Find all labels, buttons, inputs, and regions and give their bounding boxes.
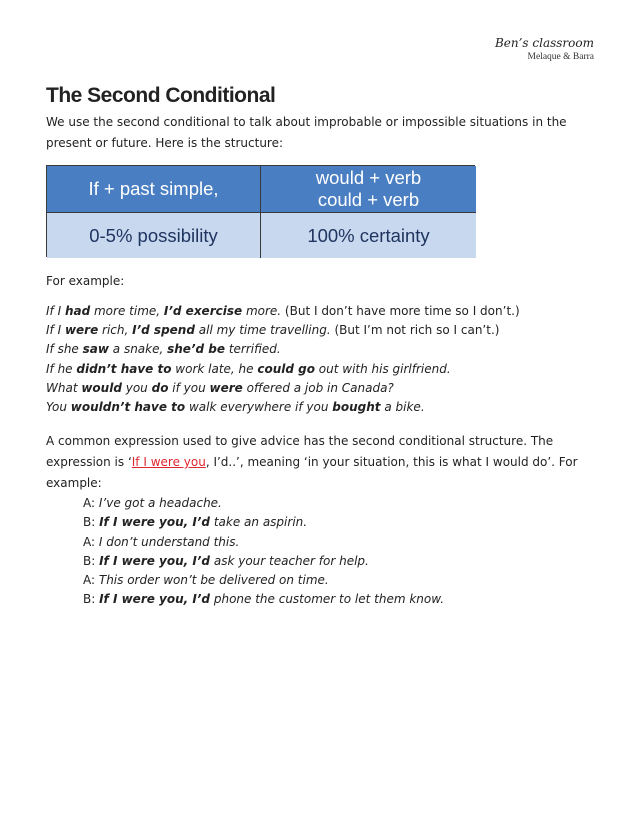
structure-table: [46, 165, 475, 257]
dialog-advice: If I were you, I’d: [99, 553, 211, 568]
table-cell-possibility: 0-5% possibility: [47, 213, 261, 258]
ex5-e: if you: [168, 380, 210, 395]
advice-paragraph: [46, 431, 594, 494]
ex6-a: You: [46, 400, 71, 415]
dialog-text: This order won’t be delivered on time.: [98, 573, 329, 588]
ex1-c: more time,: [90, 304, 164, 318]
ex5-f: were: [209, 380, 243, 395]
page-title: The Second Conditional: [46, 84, 276, 107]
for-example-label: For example:: [46, 274, 125, 288]
dialog-list: [83, 494, 594, 609]
brand-name: Ben’s classroom: [494, 36, 594, 50]
dialog-line-5: [83, 571, 594, 590]
dialog-text: I don’t understand this.: [98, 534, 240, 549]
speaker-label: A:: [83, 534, 99, 549]
ex3-e: terrified.: [225, 342, 281, 357]
ex5-a: What: [46, 380, 82, 395]
dialog-text: phone the customer to let them know.: [210, 592, 445, 607]
ex1-note: (But I don’t have more time so I don’t.): [281, 304, 520, 318]
ex5-c: you: [121, 380, 152, 395]
ex3-b: saw: [82, 342, 109, 357]
examples-list: [46, 302, 594, 417]
ex2-b: were: [64, 323, 99, 338]
example-line-1: [46, 302, 594, 321]
example-line-2: [46, 321, 594, 340]
ex2-e: all my time travelling.: [194, 323, 331, 338]
ex2-c: rich,: [98, 323, 133, 338]
page-header: [495, 36, 594, 62]
ex3-d: she’d be: [167, 342, 226, 357]
ex4-d: could go: [257, 361, 315, 376]
ex5-g: offered a job in Canada?: [242, 380, 394, 395]
example-line-3: [46, 340, 594, 359]
ex4-b: didn’t have to: [76, 361, 172, 376]
advice-text-start: A common expression used to give advice has the second conditional structure. The expression is ‘: [46, 434, 554, 470]
ex3-a: If she: [46, 342, 83, 357]
ex1-d: I’d exercise: [163, 304, 243, 318]
ex5-b: would: [81, 380, 122, 395]
intro-paragraph: We use the second conditional to talk about improbable or impossible situations in the present or future. Here is the structure:: [46, 115, 567, 150]
dialog-text: take an aspirin.: [210, 515, 308, 530]
ex1-a: If I: [46, 304, 65, 318]
document-body: [46, 84, 594, 609]
dialog-advice: If I were you, I’d: [99, 515, 211, 530]
ex2-a: If I: [46, 323, 65, 338]
speaker-label: B:: [83, 553, 100, 568]
table-cell-would-verb: would + verb: [315, 167, 422, 188]
dialog-line-4: [83, 552, 594, 571]
ex6-e: a bike.: [380, 400, 425, 415]
advice-text-end: , I’d..’, meaning ‘in your situation, this is what I would do’. For example:: [46, 455, 578, 491]
speaker-label: A:: [83, 496, 99, 511]
dialog-advice: If I were you, I’d: [99, 592, 211, 607]
table-cell-if-clause: If + past simple,: [47, 166, 261, 213]
table-cell-certainty: 100% certainty: [261, 213, 476, 258]
example-line-5: [46, 379, 594, 398]
dialog-line-3: [83, 533, 594, 552]
dialog-line-1: [83, 494, 594, 513]
speaker-label: B:: [83, 592, 100, 607]
if-i-were-you-link[interactable]: If I were you: [131, 455, 206, 470]
ex1-b: had: [64, 304, 91, 318]
dialog-text: ask your teacher for help.: [210, 553, 369, 568]
ex6-c: walk everywhere if you: [185, 400, 333, 415]
ex6-b: wouldn’t have to: [70, 400, 186, 415]
ex6-d: bought: [332, 400, 381, 415]
speaker-label: A:: [83, 573, 99, 588]
ex4-e: out with his girlfriend.: [314, 361, 451, 376]
ex1-e: more.: [242, 304, 282, 318]
ex4-a: If he: [46, 361, 77, 376]
speaker-label: B:: [83, 515, 100, 530]
ex3-c: a snake,: [108, 342, 168, 357]
ex4-c: work late, he: [171, 361, 258, 376]
table-cell-result-clause: [261, 166, 476, 213]
table-cell-could-verb: could + verb: [317, 189, 420, 210]
ex2-note: (But I’m not rich so I can’t.): [330, 323, 500, 338]
example-line-4: [46, 360, 594, 379]
dialog-line-6: [83, 590, 594, 609]
brand-subtitle: Melaque & Barra: [527, 52, 594, 62]
ex2-d: I’d spend: [132, 323, 195, 338]
dialog-text: I’ve got a headache.: [98, 496, 222, 511]
dialog-line-2: [83, 513, 594, 532]
example-line-6: [46, 398, 594, 417]
ex5-d: do: [151, 380, 169, 395]
